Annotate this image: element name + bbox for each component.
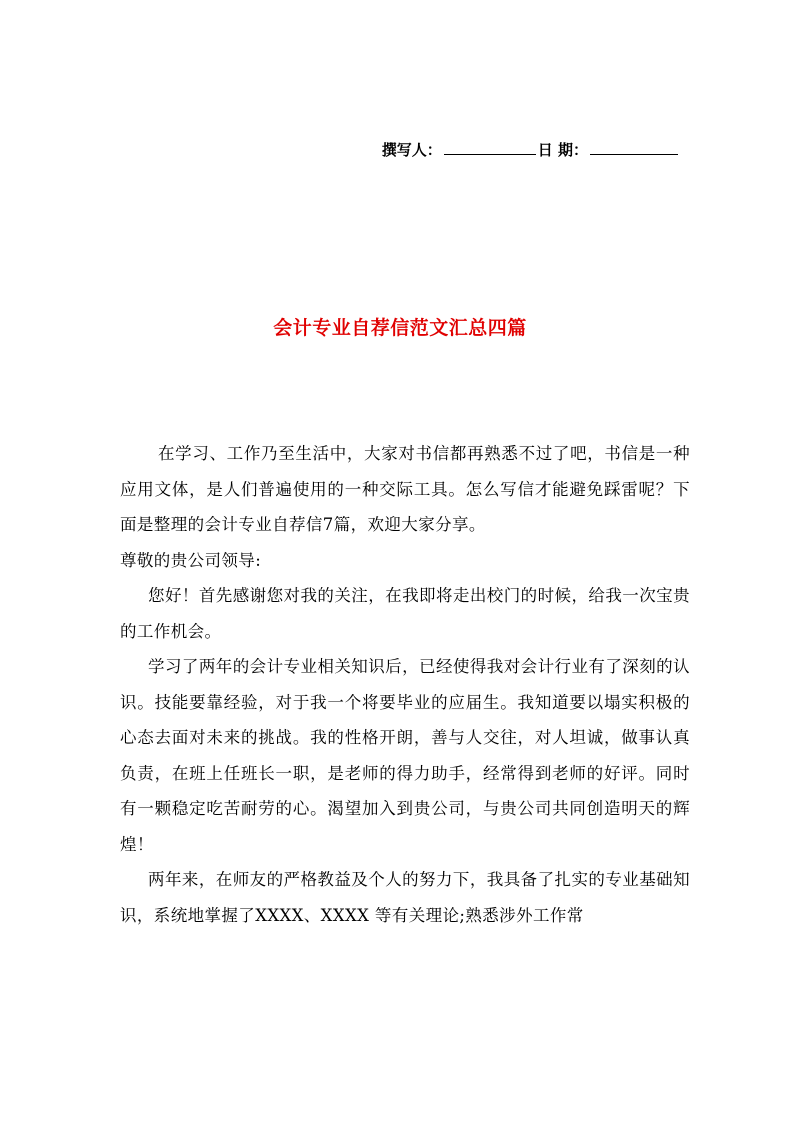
author-blank-line — [444, 139, 536, 155]
date-label: 日 期： — [537, 141, 588, 159]
salutation: 尊敬的贵公司领导: — [120, 550, 262, 570]
body-paragraph-1: 学习了两年的会计专业相关知识后，已经使得我对会计行业有了深刻的认识。技能要靠经验，对于我一个将要毕业的应届生。我知道要以塌实积极的心态去面对未来的挑战。我的性格开朗，善与人交往，对人坦诚，做事认真负责，在班上任班长一职，是老师的得力助手，经常得到老师的好评。同时有一颗稳定吃苦耐劳的心。渴望加入到贵公司，与贵公司共同创造明天的辉煌！ — [120, 657, 690, 854]
author-label: 撰写人： — [381, 141, 442, 159]
document-body — [120, 436, 690, 933]
body-paragraph-2: 两年来，在师友的严格教益及个人的努力下，我具备了扎实的专业基础知识，系统地掌握了XXXX、XXXX 等有关理论;熟悉涉外工作常 — [120, 870, 690, 925]
intro-paragraph: 在学习、工作乃至生活中，大家对书信都再熟悉不过了吧，书信是一种应用文体，是人们普遍使用的一种交际工具。怎么写信才能避免踩雷呢？下面是整理的会计专业自荐信7篇，欢迎大家分享。 — [120, 444, 690, 534]
document-title: 会计专业自荐信范文汇总四篇 — [273, 317, 527, 339]
greeting-paragraph: 您好！首先感谢您对我的关注，在我即将走出校门的时候，给我一次宝贵的工作机会。 — [120, 586, 690, 641]
author-date-header — [0, 138, 680, 162]
date-blank-line — [590, 139, 678, 155]
